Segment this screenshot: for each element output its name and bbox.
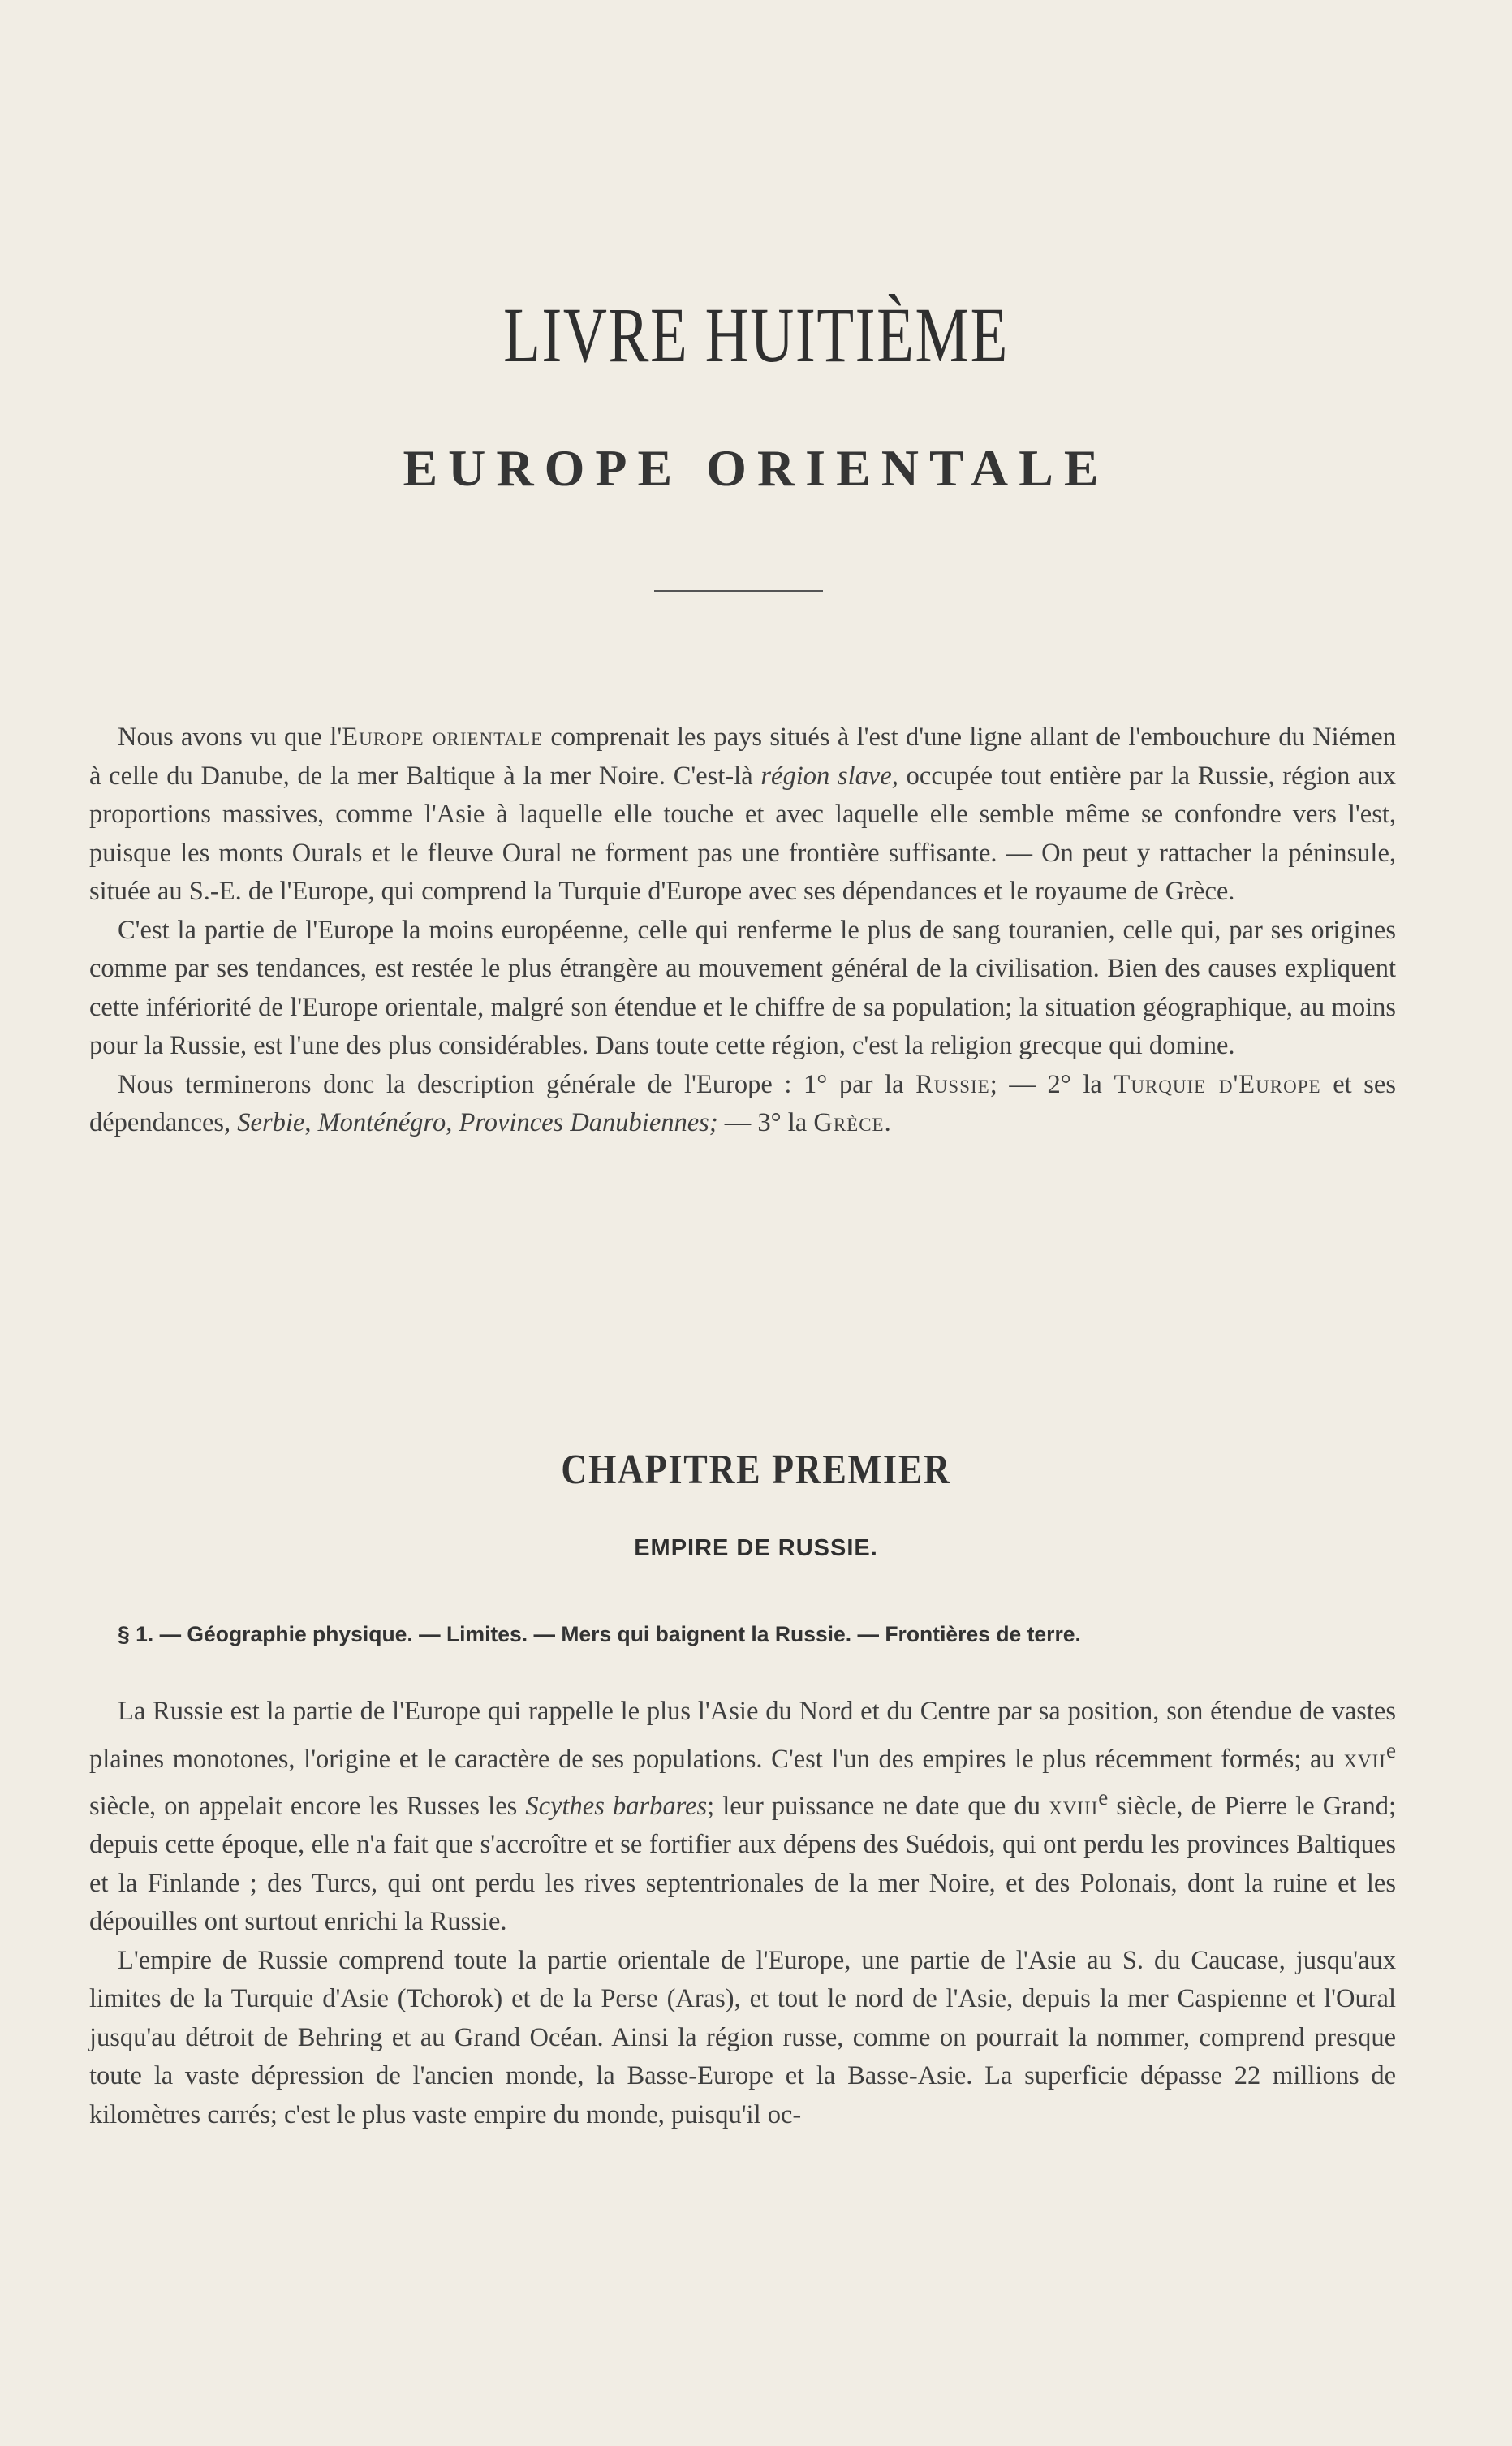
book-subtitle: EUROPE ORIENTALE — [403, 439, 1109, 497]
book-title: LIVRE HUITIÈME — [503, 291, 1009, 378]
chapter-subtitle: EMPIRE DE RUSSIE. — [634, 1535, 878, 1561]
intro-paragraph-3: Nous terminerons donc la description générale de l'Europe : 1° par la Russie; — 2° la Turquie d'Europe et ses dépendances, Serbie, Monténégro, Provinces Danubiennes; — 3° la Grèce. — [89, 1069, 1396, 1137]
title-divider — [654, 590, 823, 592]
section-heading: § 1. — Géographie physique. — Limites. — Mers qui baignent la Russie. — Frontières de terre. — [118, 1622, 1081, 1646]
intro-paragraph-1: Nous avons vu que l'Europe orientale comprenait les pays situés à l'est d'une ligne allant de l'embouchure du Niémen à celle du Danube, de la mer Baltique à la mer Noire. C'est-là région slave, occupée tout entière par la Russie, région aux proportions massives, comme l'Asie à laquelle elle touche et avec laquelle elle semble même se confondre vers l'est, puisque les monts Ourals et le fleuve Oural ne forment pas une frontière suffisante. — On peut y rattacher la péninsule, située au S.-E. de l'Europe, qui comprend la Turquie d'Europe avec ses dépendances et le royaume de Grèce. — [89, 723, 1397, 906]
body-section — [89, 1693, 1396, 2134]
intro-section — [89, 718, 1396, 1143]
body-paragraph-2: L'empire de Russie comprend toute la partie orientale de l'Europe, une partie de l'Asie au S. du Caucase, jusqu'aux limites de la Turquie d'Asie (Tchorok) et de la Perse (Aras), et tout le nord de l'Asie, depuis la mer Caspienne et l'Oural jusqu'au détroit de Behring et au Grand Océan. Ainsi la région russe, comme on pourrait la nommer, comprend presque toute la vaste dépression de l'ancien monde, la Basse-Europe et la Basse-Asie. La superficie dépasse 22 millions de kilomètres carrés; c'est le plus vaste empire du monde, puisqu'il oc- — [89, 1945, 1396, 2129]
body-paragraph-1: La Russie est la partie de l'Europe qui rappelle le plus l'Asie du Nord et du Centre par sa position, son étendue de vastes plaines monotones, l'origine et le caractère de ses populations. C'est l'un des empires le plus récemment formés; au xvii$^e$ siècle, on appelait encore les Russes les Scythes barbares; leur puissance ne date que du xviii$^e$ siècle, de Pierre le Grand; depuis cette époque, elle n'a fait que s'accroître et se fortifier aux dépens des Suédois, qui ont perdu les provinces Baltiques et la Finlande ; des Turcs, qui ont perdu les rives septentrionales de la mer Noire, et des Polonais, dont la ruine et les dépouilles ont surtout enrichi la Russie. — [89, 1697, 1396, 1937]
intro-paragraph-2: C'est la partie de l'Europe la moins européenne, celle qui renferme le plus de sang touranien, celle qui, par ses origines comme par ses tendances, est restée le plus étrangère au mouvement général de la civilisation. Bien des causes expliquent cette infériorité de l'Europe orientale, malgré son étendue et le chiffre de sa population; la situation géographique, au moins pour la Russie, est l'une des plus considérables. Dans toute cette région, c'est la religion grecque qui domine. — [89, 915, 1396, 1060]
chapter-title: CHAPITRE PREMIER — [561, 1447, 951, 1493]
